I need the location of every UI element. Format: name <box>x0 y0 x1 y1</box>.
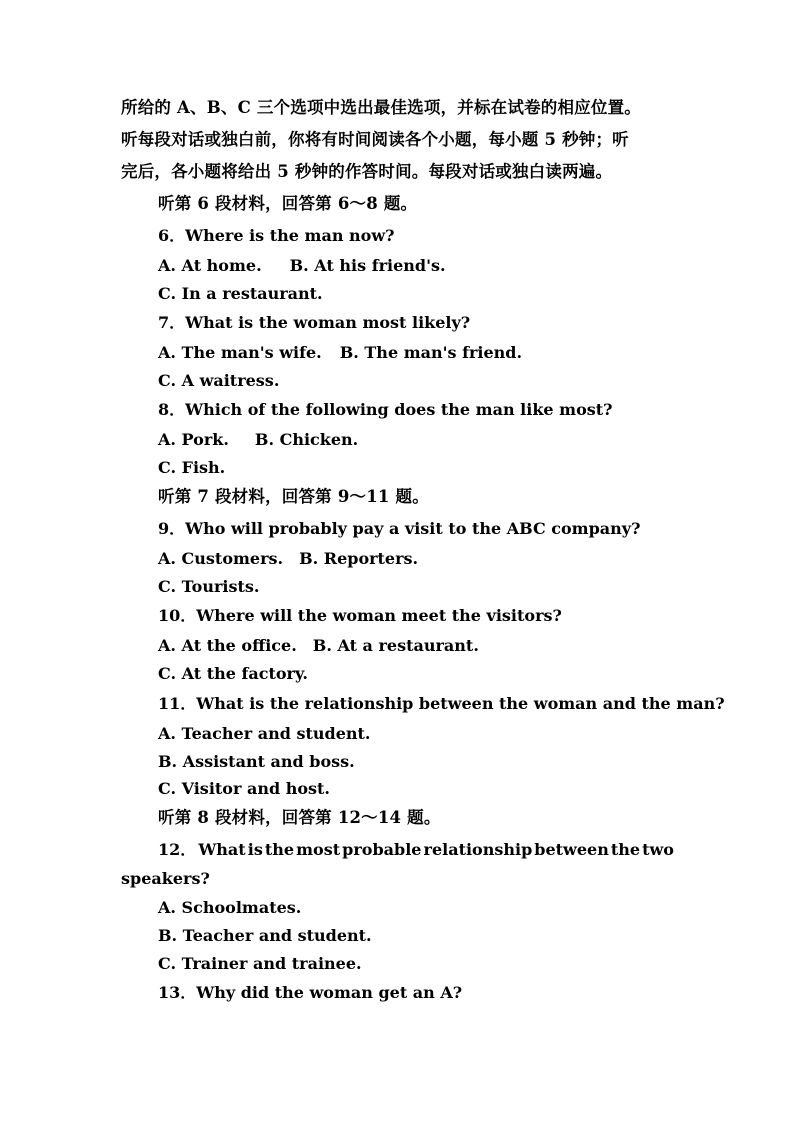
question-11-option-a: A. Teacher and student. <box>158 724 371 743</box>
question-12-word: What <box>198 840 246 859</box>
question-7-stem: 7．What is the woman most likely? <box>158 313 471 332</box>
question-9-option-c: C. Tourists. <box>158 577 260 596</box>
question-12-word: 12． <box>158 840 197 859</box>
question-11-option-b: B. Assistant and boss. <box>158 752 355 771</box>
question-11-stem: 11．What is the relationship between the woman and the man? <box>158 694 725 713</box>
question-11-option-c: C. Visitor and host. <box>158 779 330 798</box>
question-7-option-c: C. A waitress. <box>158 371 280 390</box>
instruction-line-2: 听每段对话或独白前，你将有时间阅读各个小题，每小题 5 秒钟；听 <box>121 130 629 149</box>
question-13-stem: 13．Why did the woman get an A? <box>158 983 463 1002</box>
question-7-options <box>158 343 522 363</box>
question-6-stem: 6．Where is the man now? <box>158 226 395 245</box>
question-6-option-c: C. In a restaurant. <box>158 284 323 303</box>
question-6-option-b: B. At his friend's. <box>289 256 446 275</box>
question-8-stem: 8．Which of the following does the man like most? <box>158 400 613 419</box>
question-9-option-b: B. Reporters. <box>299 549 419 568</box>
section-heading-7: 听第 7 段材料，回答第 9～11 题。 <box>158 487 429 506</box>
section-heading-6: 听第 6 段材料，回答第 6～8 题。 <box>158 194 418 213</box>
question-10-stem: 10．Where will the woman meet the visitors? <box>158 606 562 625</box>
question-12-stem <box>158 840 674 860</box>
question-6-option-a: A. At home. <box>158 256 262 275</box>
question-12-word: probable <box>342 840 422 859</box>
question-12-word: two <box>642 840 674 859</box>
question-8-option-b: B. Chicken. <box>254 430 359 449</box>
question-9-options <box>158 549 418 569</box>
question-12-word: the <box>264 840 295 859</box>
question-8-options <box>158 430 358 450</box>
question-12-word: the <box>610 840 641 859</box>
instruction-line-3: 完后，各小题将给出 5 秒钟的作答时间。每段对话或独白读两遍。 <box>121 162 613 181</box>
question-12-word: between <box>534 840 609 859</box>
question-12-option-a: A. Schoolmates. <box>158 898 302 917</box>
question-12-word: relationship <box>423 840 533 859</box>
question-12-word: is <box>247 840 263 859</box>
question-10-options <box>158 636 479 656</box>
question-10-option-a: A. At the office. <box>158 636 297 655</box>
question-10-option-c: C. At the factory. <box>158 664 308 683</box>
question-9-stem: 9．Who will probably pay a visit to the ABC company? <box>158 519 641 538</box>
section-heading-8: 听第 8 段材料，回答第 12～14 题。 <box>158 808 441 827</box>
question-9-option-a: A. Customers. <box>158 549 284 568</box>
question-6-options <box>158 256 446 276</box>
question-7-option-b: B. The man's friend. <box>339 343 523 362</box>
instruction-line-1: 所给的 A、B、C 三个选项中选出最佳选项，并标在试卷的相应位置。 <box>121 98 641 117</box>
question-8-option-a: A. Pork. <box>158 430 229 449</box>
question-12-word: most <box>296 840 341 859</box>
question-12-option-c: C. Trainer and trainee. <box>158 954 362 973</box>
question-8-option-c: C. Fish. <box>158 458 226 477</box>
question-10-option-b: B. At a restaurant. <box>312 636 479 655</box>
question-12-stem-continuation: speakers? <box>121 869 210 888</box>
question-7-option-a: A. The man's wife. <box>158 343 322 362</box>
question-12-option-b: B. Teacher and student. <box>158 926 372 945</box>
